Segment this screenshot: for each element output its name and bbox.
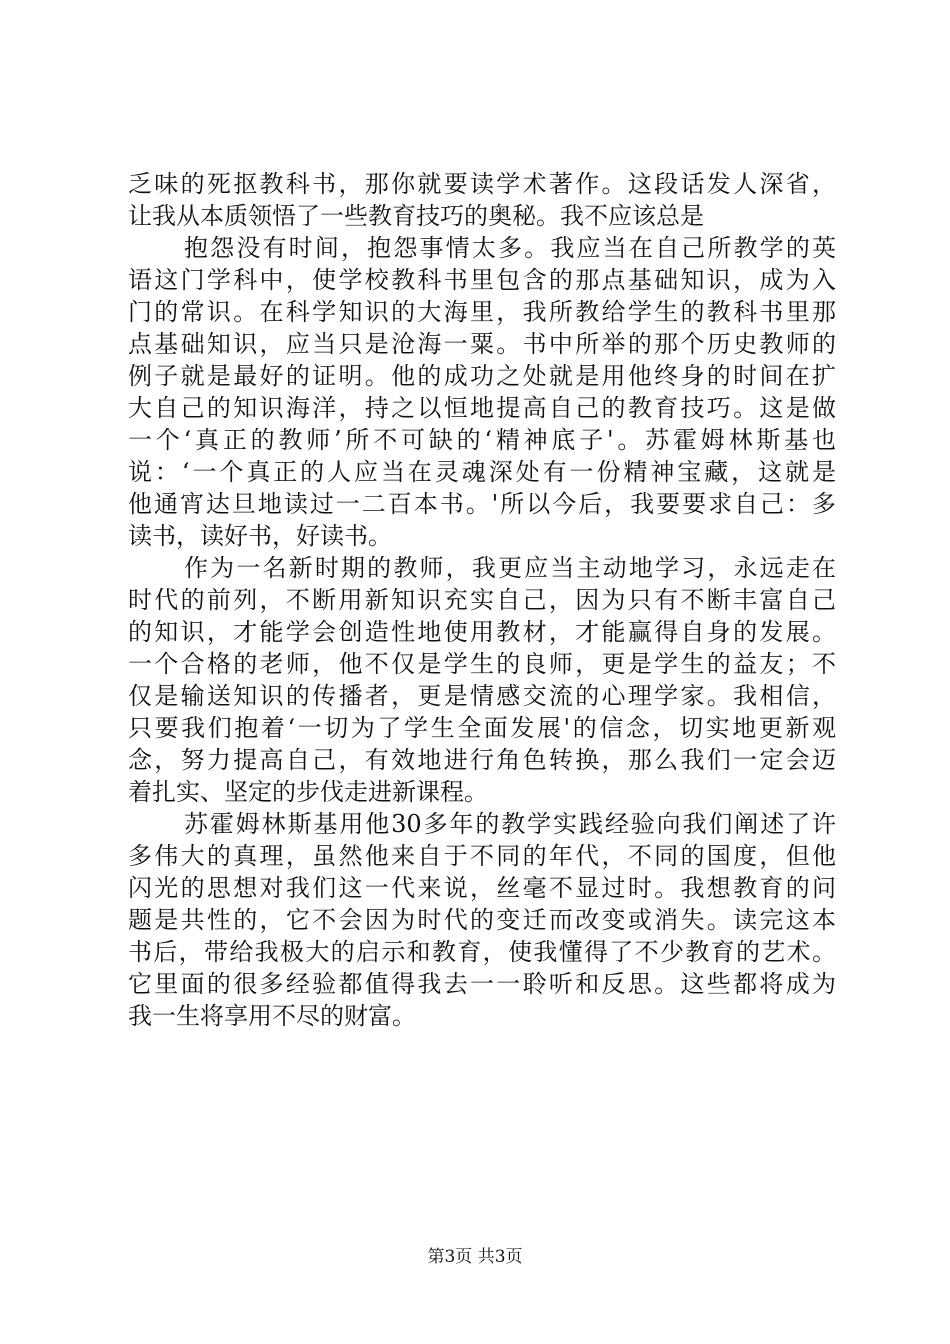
text-line: 大自己的知识海洋，持之以恒地提高自己的教育技巧。这是做 [128,394,836,422]
text-line: 作为一名新时期的教师，我更应当主动地学习，永远走在 [184,554,836,582]
text-line: 抱怨没有时间，抱怨事情太多。我应当在自己所教学的英 [184,234,836,262]
text-line: 它里面的很多经验都值得我去一一聆听和反思。这些都将成为 [128,970,836,998]
text-line: 乏味的死抠教科书，那你就要读学术著作。这段话发人深省， [128,170,836,198]
text-line: 门的常识。在科学知识的大海里，我所教给学生的教科书里那 [128,298,836,326]
text-line: 的知识，才能学会创造性地使用教材，才能赢得自身的发展。 [128,618,836,646]
text-line: 闪光的思想对我们这一代来说，丝毫不显过时。我想教育的问 [128,874,836,902]
text-line: 书后，带给我极大的启示和教育，使我懂得了不少教育的艺术。 [128,938,836,966]
text-line: 苏霍姆林斯基用他30多年的教学实践经验向我们阐述了许 [184,810,836,838]
text-line: 一个合格的老师，他不仅是学生的良师，更是学生的益友；不 [128,650,836,678]
text-line: 语这门学科中，使学校教科书里包含的那点基础知识，成为入 [128,266,836,294]
text-line: 我一生将享用不尽的财富。 [128,1002,416,1030]
text-line: 点基础知识，应当只是沧海一粟。书中所举的那个历史教师的 [128,330,836,358]
text-line: 时代的前列，不断用新知识充实自己，因为只有不断丰富自己 [128,586,836,614]
text-line: 例子就是最好的证明。他的成功之处就是用他终身的时间在扩 [128,362,836,390]
text-line: 读书，读好书，好读书。 [128,522,392,550]
text-line: 念，努力提高自己，有效地进行角色转换，那么我们一定会迈 [128,746,836,774]
page-number-label: 第3页 共3页 [427,1247,523,1267]
text-line: 多伟大的真理，虽然他来自于不同的年代，不同的国度，但他 [128,842,836,870]
text-line: 让我从本质领悟了一些教育技巧的奥秘。我不应该总是 [128,202,704,230]
text-line: 说：‘一个真正的人应当在灵魂深处有一份精神宝藏，这就是 [128,458,836,486]
page-footer [0,1242,950,1267]
text-line: 仅是输送知识的传播者，更是情感交流的心理学家。我相信， [128,682,836,710]
text-line: 他通宵达旦地读过一二百本书。'所以今后，我要要求自己：多 [128,490,836,518]
text-line: 题是共性的，它不会因为时代的变迁而改变或消失。读完这本 [128,906,836,934]
text-line: 一个‘真正的教师’所不可缺的‘精神底子'。苏霍姆林斯基也 [128,426,836,454]
text-line: 只要我们抱着‘一切为了学生全面发展'的信念，切实地更新观 [128,714,836,742]
document-body [128,168,836,1032]
text-line: 着扎实、坚定的步伐走进新课程。 [128,778,488,806]
